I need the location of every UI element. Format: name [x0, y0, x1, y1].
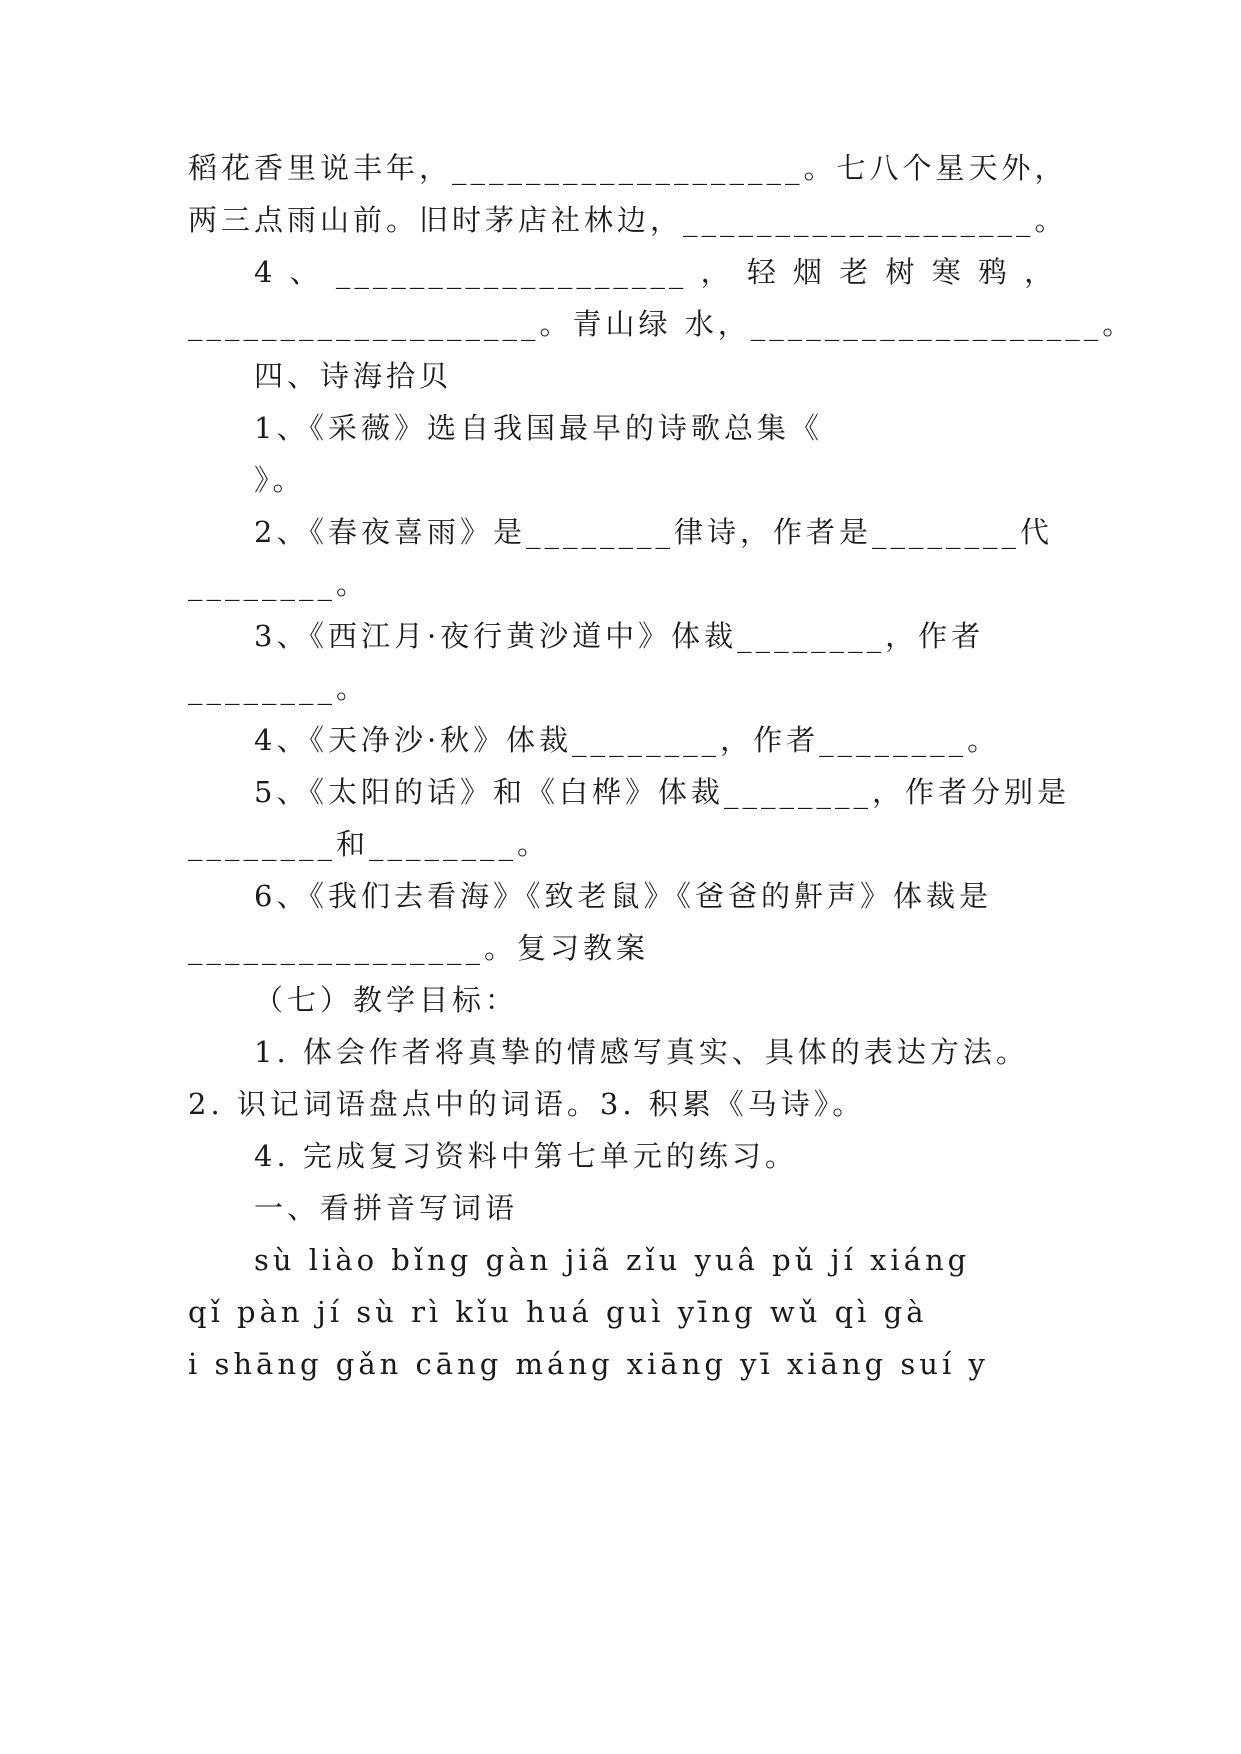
question-1: 1、《采薇》选自我国最早的诗歌总集《: [254, 411, 823, 445]
goal-1: 1. 体会作者将真挚的情感写真实、具体的表达方法。: [254, 1035, 1029, 1069]
section-heading-pinyin: 一、看拼音写词语: [254, 1191, 519, 1225]
question-2-cont: ________。: [188, 567, 370, 601]
question-6-cont: ________________。复习教案: [188, 931, 650, 965]
section-heading-poetry: 四、诗海拾贝: [254, 359, 453, 393]
question-2: 2、《春夜喜雨》是________律诗，作者是________代: [254, 515, 1053, 549]
question-3-cont: ________。: [188, 671, 370, 705]
question-3: 3、《西江月·夜行黄沙道中》体裁________，作者: [254, 619, 985, 653]
goal-2-3: 2. 识记词语盘点中的词语。3. 积累《马诗》。: [188, 1087, 866, 1121]
teaching-goals-heading: （七）教学目标：: [254, 983, 519, 1017]
text-line-2: 两三点雨山前。旧时茅店社林边，___________________。: [188, 203, 1068, 237]
pinyin-line-3: i shāng gǎn cāng máng xiāng yī xiāng suí y: [188, 1347, 989, 1381]
question-5: 5、《太阳的话》和《白桦》体裁________，作者分别是: [254, 775, 1070, 809]
question-6: 6、《我们去看海》《致老鼠》《爸爸的鼾声》体裁是: [254, 879, 992, 913]
text-line-4: ___________________。青山绿 水，___________________。: [188, 307, 1136, 341]
goal-4: 4. 完成复习资料中第七单元的练习。: [254, 1139, 798, 1173]
question-4: 4、《天净沙·秋》体裁________，作者________。: [254, 723, 1001, 757]
text-line-3: 4 、 ___________________ ， 轻 烟 老 树 寒 鸦 ，: [254, 255, 1058, 289]
text-line-1: 稻花香里说丰年，___________________。七八个星天外，: [188, 151, 1068, 185]
question-1-cont: 》。: [254, 463, 306, 497]
pinyin-line-1: sù liào bǐng gàn jiã zǐu yuâ pǔ jí xiáng: [254, 1243, 971, 1277]
pinyin-line-2: qǐ pàn jí sù rì kǐu huá guì yīng wǔ qì gà: [188, 1295, 928, 1329]
question-5-cont: ________和________。: [188, 827, 551, 861]
